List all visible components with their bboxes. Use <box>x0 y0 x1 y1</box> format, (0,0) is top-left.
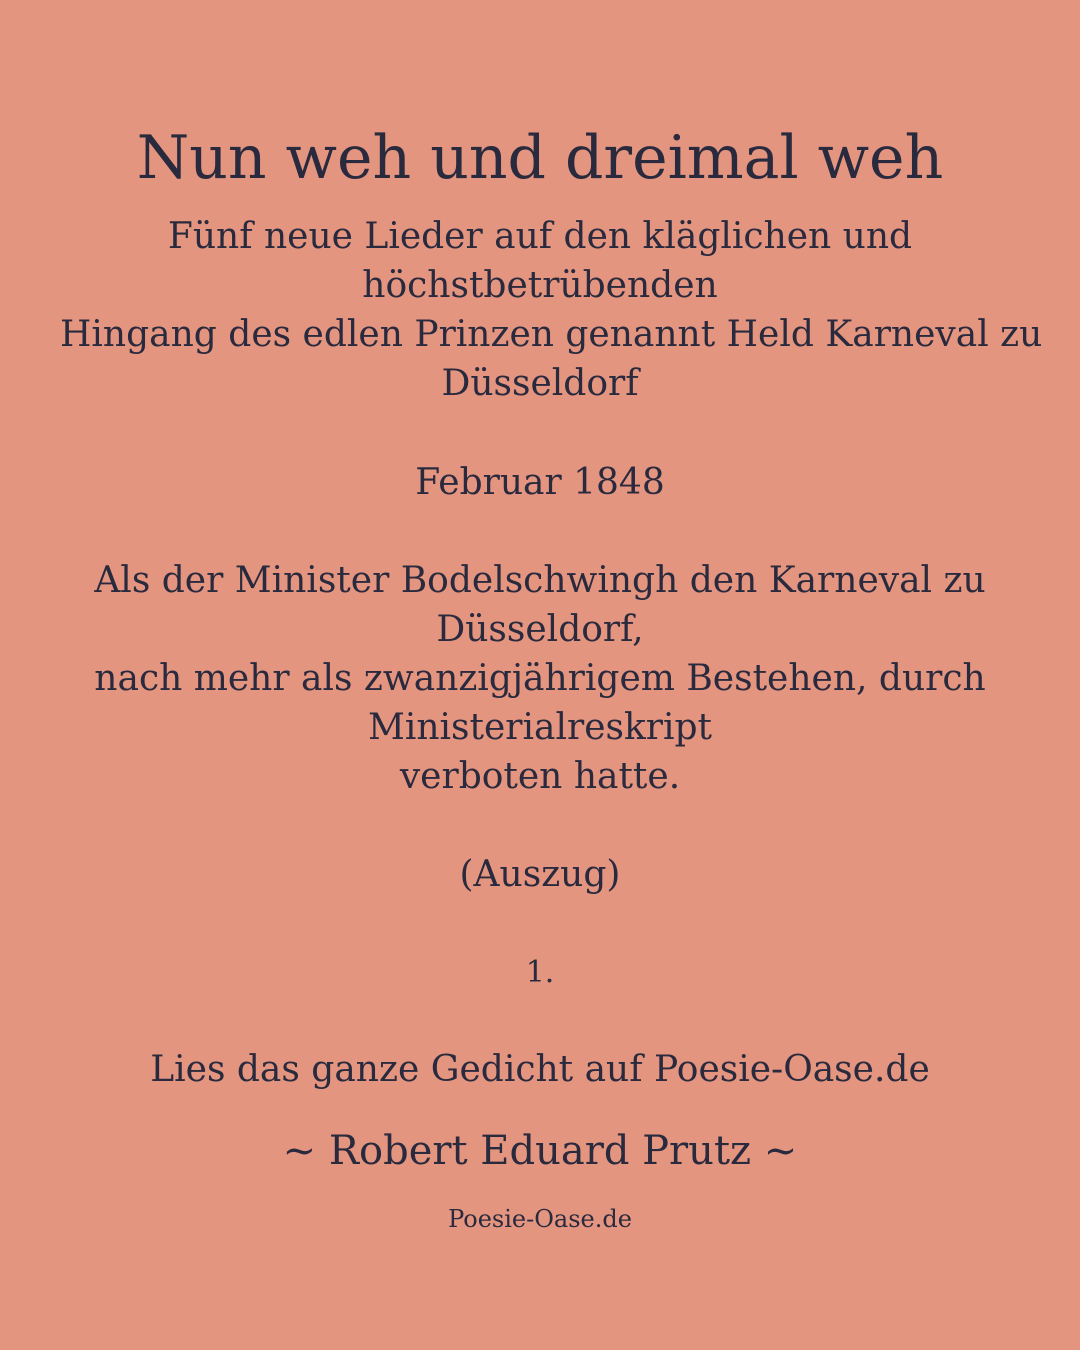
intro-line: Düsseldorf, <box>436 609 644 650</box>
subtitle-line: Fünf neue Lieder auf den kläglichen und <box>167 216 913 257</box>
subtitle-line: Hingang des edlen Prinzen genannt Held Karneval zu <box>60 314 1043 355</box>
site-watermark: Poesie-Oase.de <box>448 1205 632 1233</box>
poem-subtitle <box>60 212 1043 408</box>
intro-line: Als der Minister Bodelschwingh den Karneval zu <box>94 560 986 601</box>
intro-line: nach mehr als zwanzigjährigem Bestehen, durch <box>94 658 986 699</box>
poem-title: Nun weh und dreimal weh <box>136 123 944 193</box>
subtitle-line: Düsseldorf <box>441 363 639 404</box>
excerpt-note: (Auszug) <box>459 854 621 895</box>
subtitle-line: höchstbetrübenden <box>362 265 718 306</box>
intro-line: verboten hatte. <box>399 756 681 797</box>
intro-date: Februar 1848 <box>415 462 665 503</box>
spacer <box>60 801 1020 850</box>
section-number: 1. <box>525 955 555 990</box>
read-full-poem-text: Lies das ganze Gedicht auf Poesie-Oase.de <box>150 1049 930 1090</box>
author-name: ~ Robert Eduard Prutz ~ <box>282 1128 798 1174</box>
spacer <box>60 507 1020 556</box>
spacer <box>60 899 1020 948</box>
poem-intro <box>60 458 1020 997</box>
intro-line: Ministerialreskript <box>367 707 713 748</box>
